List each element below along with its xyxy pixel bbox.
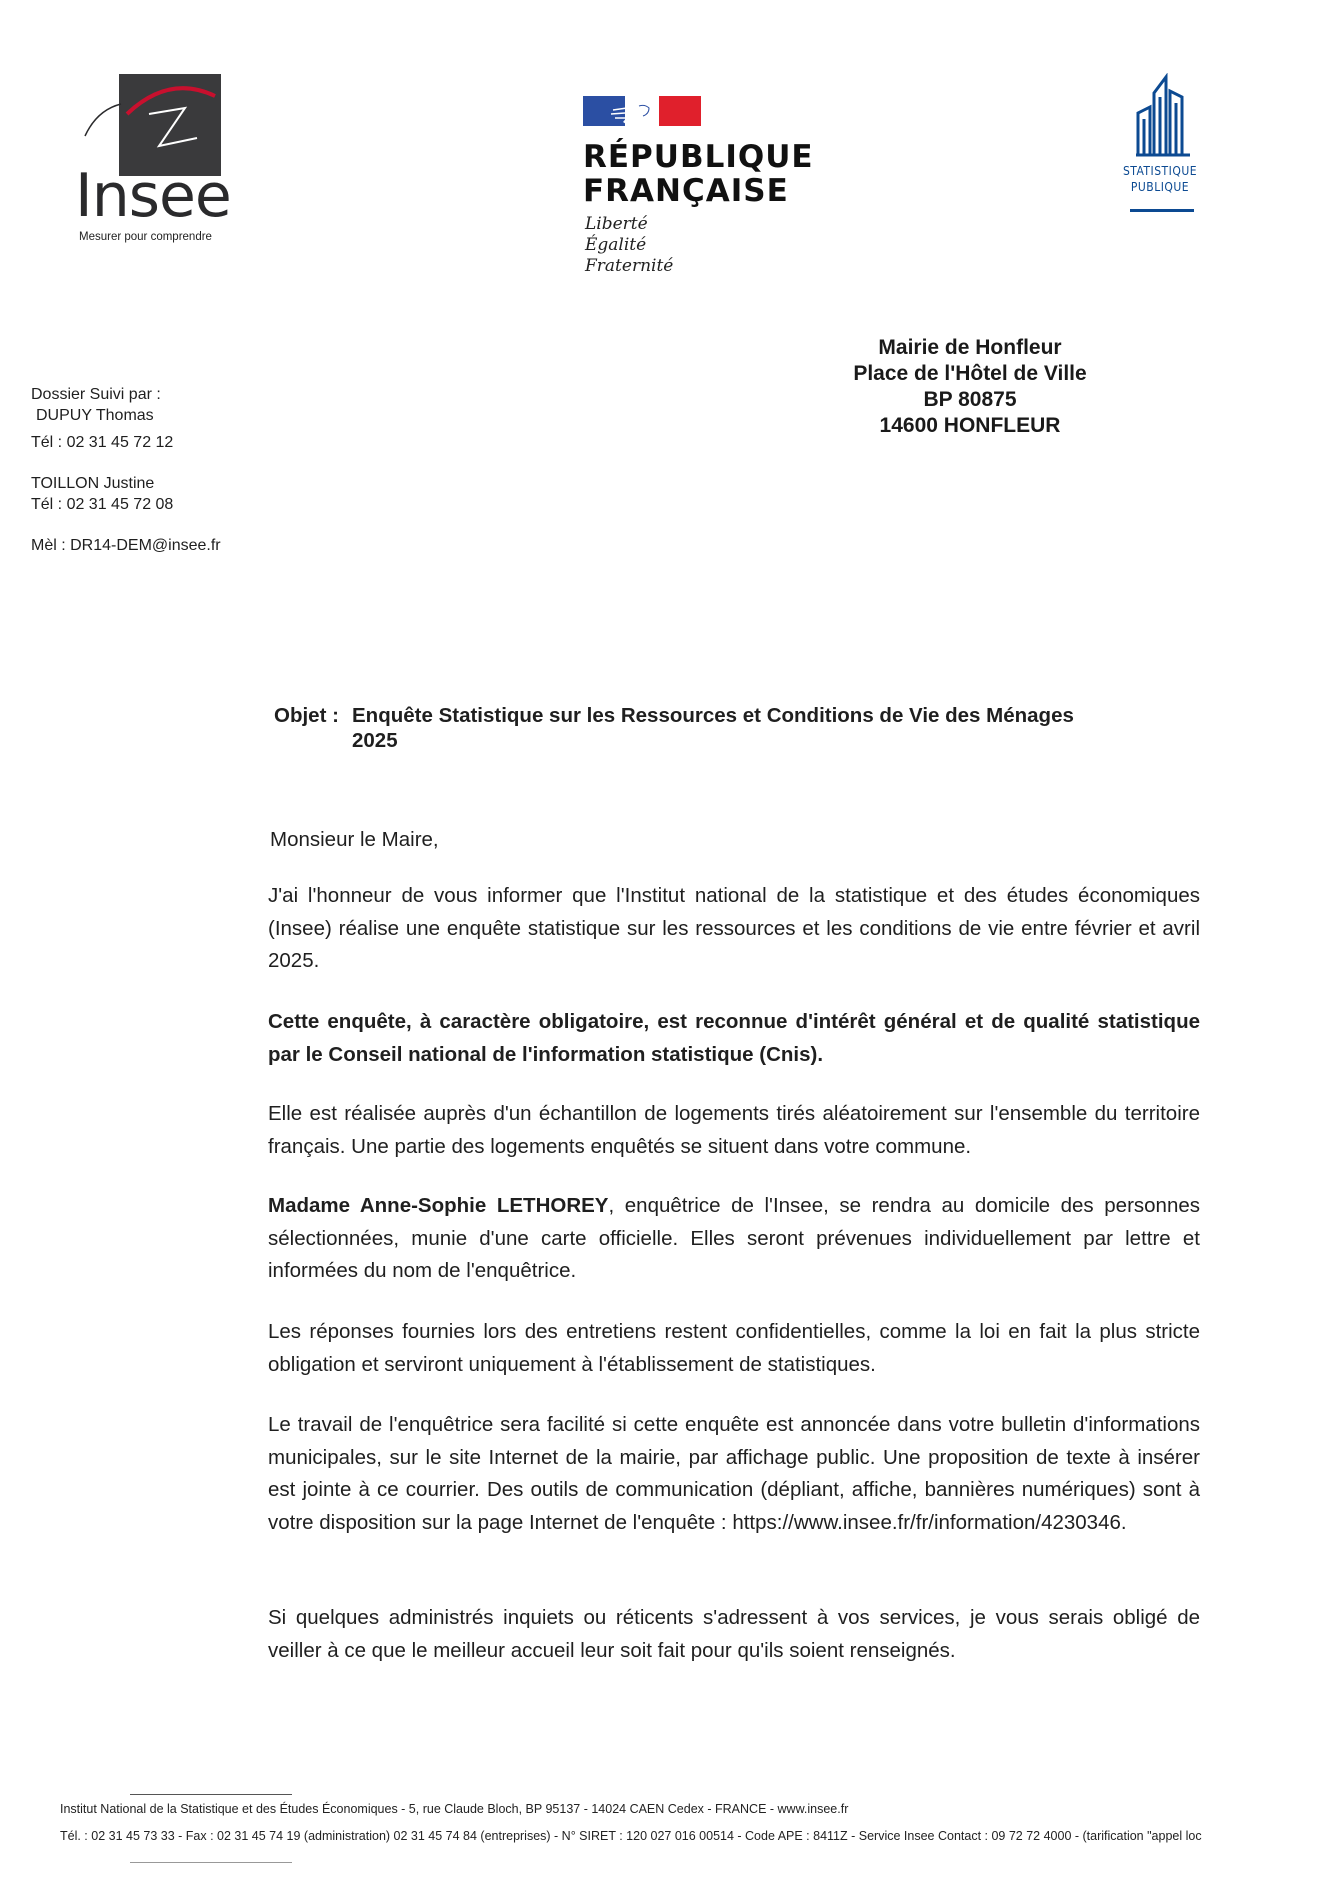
publique-line: PUBLIQUE — [1130, 180, 1190, 194]
recipient-address — [740, 335, 1200, 439]
marianne-flag-icon — [583, 96, 701, 126]
recipient-line: Place de l'Hôtel de Ville — [853, 362, 1087, 385]
footer-rule — [130, 1794, 292, 1795]
paragraph-2: Cette enquête, à caractère obligatoire, est reconnue d'intérêt général et de qualité statistique par le Conseil national de l'information statistique (Cnis). — [268, 1010, 1200, 1066]
statistique-publique-underline — [1130, 209, 1194, 212]
contact1-tel: Tél : 02 31 45 72 12 — [31, 434, 174, 451]
paragraph-3: Elle est réalisée auprès d'un échantillon de logements tirés aléatoirement sur l'ensemble du territoire français. Une partie des logements enquêtés se situent dans votre commune. — [268, 1102, 1200, 1158]
motto-egalite: Égalité — [585, 235, 647, 255]
paragraph-4 — [268, 1190, 1200, 1288]
paragraph-5: Les réponses fournies lors des entretiens restent confidentielles, comme la loi en fait la plus stricte obligation et serviront uniquement à l'établissement de statistiques. — [268, 1320, 1200, 1376]
objet-label: Objet : — [274, 704, 339, 727]
footer-contact: Tél. : 02 31 45 73 33 - Fax : 02 31 45 74 19 (administration) 02 31 45 74 84 (entreprises) - N° SIRET : 120 027 016 00514 - Code APE : 8411Z - Service Insee Contact : 09 72 72 4000 - (tarification "appel loc — [60, 1829, 1202, 1843]
contact-email: Mèl : DR14-DEM@insee.fr — [31, 537, 221, 554]
recipient-line: 14600 HONFLEUR — [879, 414, 1061, 437]
insee-logo — [75, 74, 235, 244]
dossier-label: Dossier Suivi par : — [31, 386, 161, 403]
footer-rule-bottom — [130, 1862, 292, 1863]
recipient-line: Mairie de Honfleur — [878, 336, 1062, 359]
republique-francaise-logo — [583, 96, 883, 286]
sender-block — [31, 384, 331, 556]
republique-motto — [585, 214, 673, 277]
contact1-name: DUPUY Thomas — [36, 407, 154, 424]
paragraph-6: Le travail de l'enquêtrice sera facilité si cette enquête est annoncée dans votre bulletin d'informations municipales, sur le site Internet de la mairie, par affichage public. Une proposition de texte à insérer est jointe à ce courrier. Des outils de communication (dépliant, affiche, bannières numériques) sont à votre disposition sur la page Internet de l'enquête : https://www.insee.fr/fr/information/4230346. — [268, 1413, 1200, 1534]
insee-logo-swoosh-icon — [83, 100, 123, 140]
contact2-name: TOILLON Justine — [31, 475, 155, 492]
republique-francaise-name — [583, 140, 814, 208]
enqueteur-name: Madame Anne-Sophie LETHOREY — [268, 1194, 609, 1217]
buildings-icon — [1134, 73, 1192, 157]
objet-line2: 2025 — [352, 729, 398, 752]
footer-address: Institut National de la Statistique et des Études Économiques - 5, rue Claude Bloch, BP 95137 - 14024 CAEN Cedex - FRANCE - www.insee.fr — [60, 1802, 849, 1816]
republique-line2: FRANÇAISE — [583, 173, 789, 209]
objet-text — [352, 703, 1172, 753]
paragraph-1: J'ai l'honneur de vous informer que l'Institut national de la statistique et des études économiques (Insee) réalise une enquête statistique sur les ressources et les conditions de vie entre février et avril 2025. — [268, 884, 1200, 972]
contact2-tel: Tél : 02 31 45 72 08 — [31, 496, 174, 513]
motto-fraternite: Fraternité — [585, 256, 674, 276]
paragraph-4-rest: , enquêtrice de l'Insee, se rendra au domicile des personnes sélectionnées, munie d'une carte officielle. Elles seront prévenues individuellement par lettre et informées du nom de l'enquêtrice. — [268, 1194, 1200, 1282]
republique-line1: RÉPUBLIQUE — [583, 139, 814, 175]
insee-logo-tagline: Mesurer pour comprendre — [79, 231, 212, 243]
motto-liberte: Liberté — [585, 214, 648, 234]
recipient-line: BP 80875 — [923, 388, 1017, 411]
objet-line1: Enquête Statistique sur les Ressources et Conditions de Vie des Ménages — [352, 704, 1074, 727]
statistique-line: STATISTIQUE — [1122, 164, 1198, 178]
insee-logo-word: Insee — [75, 161, 231, 231]
statistique-publique-logo — [1120, 73, 1210, 223]
statistique-publique-text — [1120, 163, 1200, 195]
salutation: Monsieur le Maire, — [270, 828, 439, 851]
paragraph-7: Si quelques administrés inquiets ou réticents s'adressent à vos services, je vous serais obligé de veiller à ce que le meilleur accueil leur soit fait pour qu'ils soient renseignés. — [268, 1606, 1200, 1662]
